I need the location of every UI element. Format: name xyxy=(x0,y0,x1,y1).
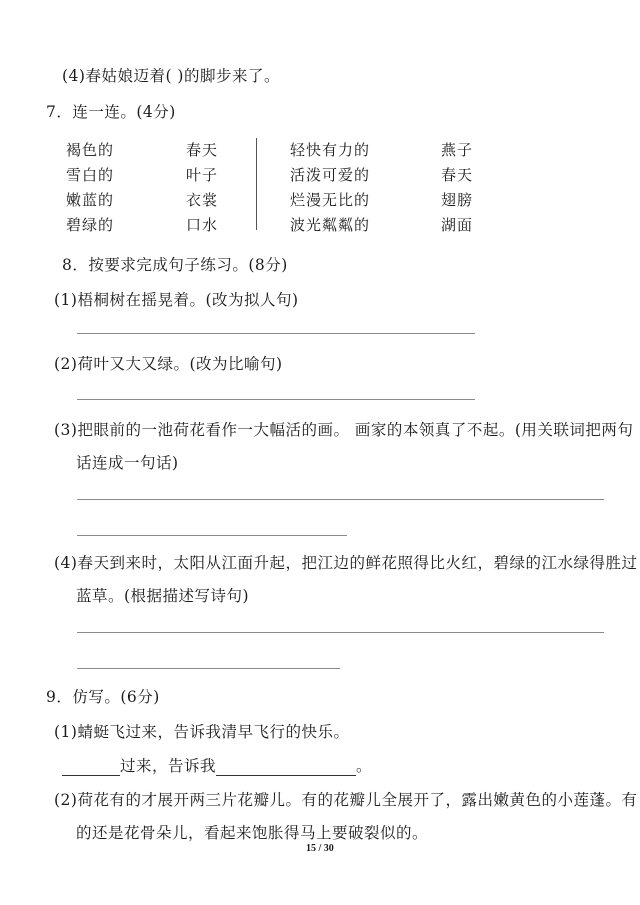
match-right-item: 轻快有力的 xyxy=(290,141,371,159)
column-divider xyxy=(256,138,257,230)
match-right-item: 烂漫无比的 xyxy=(290,191,371,209)
question-9-item-2-line-1: (2)荷花有的才展开两三片花瓣儿。有的花瓣儿全展开了，露出嫩黄色的小莲蓬。有 xyxy=(54,791,638,809)
question-9-title: 9．仿写。(6分) xyxy=(46,688,160,706)
match-left-target: 衣裳 xyxy=(186,191,219,209)
question-6-item-4: (4)春姑娘迈着( )的脚步来了。 xyxy=(62,67,280,85)
match-left-item: 雪白的 xyxy=(66,166,115,184)
match-left-target: 叶子 xyxy=(186,166,219,184)
match-left-target: 春天 xyxy=(186,141,219,159)
match-right-item: 活泼可爱的 xyxy=(290,166,371,184)
answer-line[interactable] xyxy=(77,668,340,669)
page-number: 15 / 30 xyxy=(306,843,334,854)
answer-line[interactable] xyxy=(77,632,604,633)
question-8-item-2: (2)荷叶又大又绿。(改为比喻句) xyxy=(54,355,283,373)
fill-text: 过来，告诉我 xyxy=(120,757,217,775)
question-8-item-4-line-1: (4)春天到来时，太阳从江面升起，把江边的鲜花照得比火红，碧绿的江水绿得胜过 xyxy=(54,554,638,572)
fill-blank[interactable] xyxy=(216,757,356,776)
match-left-target: 口水 xyxy=(186,216,219,234)
answer-line[interactable] xyxy=(77,333,475,334)
question-9-item-1: (1)蜻蜓飞过来，告诉我清早飞行的快乐。 xyxy=(54,723,350,741)
fill-text-end: 。 xyxy=(356,757,373,775)
question-9-item-2-line-2: 的还是花骨朵儿，看起来饱胀得马上要破裂似的。 xyxy=(76,824,429,842)
match-left-item: 嫩蓝的 xyxy=(66,191,115,209)
answer-line[interactable] xyxy=(77,399,475,400)
match-right-target: 春天 xyxy=(441,166,474,184)
answer-line[interactable] xyxy=(77,499,604,500)
match-right-target: 湖面 xyxy=(441,216,474,234)
question-7-title: 7．连一连。(4分) xyxy=(46,103,176,121)
question-8-item-4-line-2: 蓝草。(根据描述写诗句) xyxy=(76,587,250,605)
match-right-item: 波光粼粼的 xyxy=(290,216,371,234)
match-left-item: 碧绿的 xyxy=(66,216,115,234)
answer-line[interactable] xyxy=(77,535,347,536)
match-left-item: 褐色的 xyxy=(66,141,115,159)
fill-blank[interactable] xyxy=(62,757,120,776)
match-right-target: 燕子 xyxy=(441,141,474,159)
question-8-title: 8．按要求完成句子练习。(8分) xyxy=(62,256,288,274)
question-8-item-1: (1)梧桐树在摇晃着。(改为拟人句) xyxy=(54,291,299,309)
question-8-item-3-line-2: 话连成一句话) xyxy=(76,454,179,472)
question-9-item-1-fill xyxy=(62,754,372,776)
match-right-target: 翅膀 xyxy=(441,191,474,209)
question-8-item-3-line-1: (3)把眼前的一池荷花看作一大幅活的画。 画家的本领真了不起。(用关联词把两句 xyxy=(54,421,634,439)
